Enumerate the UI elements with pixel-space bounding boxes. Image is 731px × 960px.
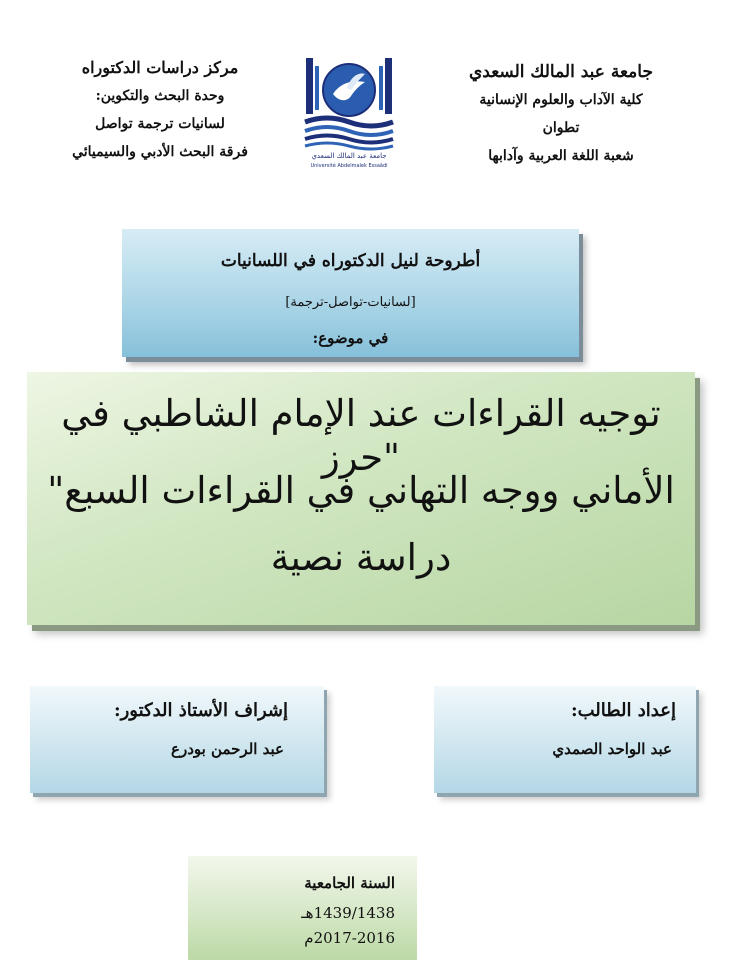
academic-year-box bbox=[188, 856, 417, 960]
supervisor-name: عبد الرحمن بودرع bbox=[171, 740, 284, 758]
thesis-topic-label: في موضوع: bbox=[312, 329, 389, 347]
academic-year-gregorian: 2017-2016م bbox=[304, 929, 395, 947]
research-unit: وحدة البحث والتكوين: bbox=[95, 88, 225, 104]
program-name: لسانيات ترجمة تواصل bbox=[95, 116, 225, 132]
academic-year-hijri: 1439/1438هـ bbox=[301, 904, 395, 922]
doctoral-center-name: مركز دراسات الدكتوراه bbox=[81, 58, 239, 77]
research-team: فرقة البحث الأدبي والسيميائي bbox=[72, 144, 248, 160]
supervisor-label: إشراف الأستاذ الدكتور: bbox=[113, 700, 288, 721]
department-name: شعبة اللغة العربية وآدابها bbox=[488, 148, 634, 164]
university-logo-icon bbox=[303, 52, 395, 172]
logo-caption-fr: Université Abdelmalek Essaâdi bbox=[310, 163, 388, 169]
city-name: تطوان bbox=[542, 120, 580, 136]
thesis-specialty: [لسانيات-تواصل-ترجمة] bbox=[285, 295, 416, 310]
title-line-3: دراسة نصية bbox=[270, 536, 452, 579]
student-box bbox=[434, 686, 696, 793]
thesis-degree: أطروحة لنيل الدكتوراه في اللسانيات bbox=[220, 251, 481, 271]
logo-caption-ar: جامعة عبد المالك السعدي bbox=[311, 152, 387, 160]
doctoral-center-header bbox=[60, 54, 260, 166]
academic-year-label: السنة الجامعية bbox=[304, 874, 395, 892]
thesis-info-box bbox=[122, 229, 579, 357]
title-line-1: توجيه القراءات عند الإمام الشاطبي في "حرز bbox=[61, 392, 661, 479]
student-label: إعداد الطالب: bbox=[570, 700, 676, 721]
university-name: جامعة عبد المالك السعدي bbox=[469, 62, 653, 82]
faculty-name: كلية الآداب والعلوم الإنسانية bbox=[479, 92, 643, 108]
title-line-2: الأماني ووجه التهاني في القراءات السبع" bbox=[47, 469, 675, 512]
student-name: عبد الواحد الصمدي bbox=[552, 740, 672, 758]
supervisor-box bbox=[30, 686, 324, 793]
university-header bbox=[441, 58, 681, 170]
thesis-title-box bbox=[27, 372, 695, 625]
